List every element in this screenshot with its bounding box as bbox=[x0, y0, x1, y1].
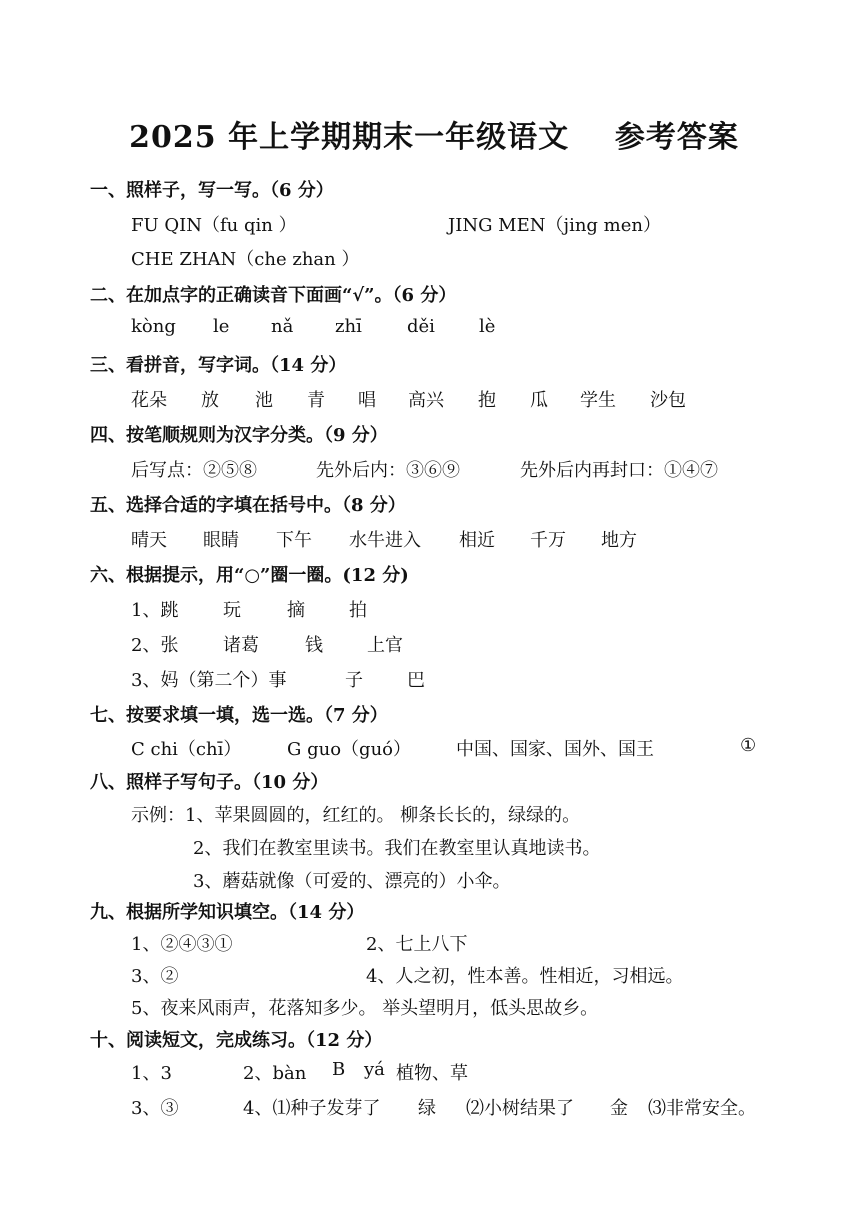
section-5-heading: 五、选择合适的字填在括号中。（8 分） bbox=[90, 495, 406, 516]
s9-answer-4: 4、人之初，性本善。性相近，习相远。 bbox=[366, 966, 684, 987]
s5-answers bbox=[131, 526, 641, 552]
s6-item: 摘 bbox=[287, 600, 305, 621]
s6-row-1 bbox=[131, 596, 389, 622]
s6-item: 2、张 bbox=[131, 635, 179, 656]
s10-item: B bbox=[332, 1059, 346, 1080]
s10-item: 植物、草 bbox=[396, 1063, 468, 1084]
s5-item: 地方 bbox=[601, 530, 637, 551]
s6-item: 子 bbox=[345, 670, 363, 691]
s6-row-2 bbox=[131, 631, 427, 657]
s8-line-1: 示例：1、苹果圆圆的，红红的。 柳条长长的，绿绿的。 bbox=[131, 805, 581, 826]
s10-row-2 bbox=[131, 1094, 768, 1120]
s9-answer-2: 2、七上八下 bbox=[366, 934, 468, 955]
s1-answer-c: CHE ZHAN（che zhan ） bbox=[131, 249, 360, 270]
s2-item: zhī bbox=[335, 316, 362, 337]
s3-item: 青 bbox=[307, 390, 325, 411]
s3-item: 沙包 bbox=[650, 390, 686, 411]
s10-item: yá bbox=[364, 1059, 385, 1080]
s6-item: 1、跳 bbox=[131, 600, 179, 621]
s2-item: kòng bbox=[131, 316, 176, 337]
s8-line-3: 3、蘑菇就像（可爱的、漂亮的）小伞。 bbox=[193, 871, 511, 892]
section-3-heading: 三、看拼音，写字词。（14 分） bbox=[90, 355, 347, 376]
s7-item-c: C chi（chī） bbox=[131, 739, 242, 760]
s3-item: 瓜 bbox=[530, 390, 548, 411]
s3-answers bbox=[131, 386, 690, 412]
s7-item-g: G guo（guó） bbox=[287, 739, 412, 760]
section-10-heading: 十、阅读短文，完成练习。（12 分） bbox=[90, 1030, 383, 1051]
s6-row-3 bbox=[131, 666, 447, 692]
s2-item: nǎ bbox=[271, 316, 294, 337]
s9-answer-5: 5、夜来风雨声，花落知多少。 举头望明月，低头思故乡。 bbox=[131, 998, 599, 1019]
s10-item: 绿 bbox=[418, 1098, 436, 1119]
s3-item: 放 bbox=[201, 390, 219, 411]
s5-item: 千万 bbox=[530, 530, 566, 551]
s3-item: 唱 bbox=[358, 390, 376, 411]
s5-item: 水牛进入 bbox=[349, 530, 421, 551]
s2-item: le bbox=[213, 316, 230, 337]
s10-item: 金 bbox=[610, 1098, 628, 1119]
s5-item: 眼睛 bbox=[203, 530, 239, 551]
s8-line-2: 2、我们在教室里读书。我们在教室里认真地读书。 bbox=[193, 838, 601, 859]
s6-item: 拍 bbox=[349, 600, 367, 621]
s6-item: 诸葛 bbox=[223, 635, 259, 656]
s4-answer-c: 先外后内再封口：①④⑦ bbox=[520, 460, 718, 481]
page-title: 2025 年上学期期末一年级语文 参考答案 bbox=[129, 120, 739, 155]
s3-item: 花朵 bbox=[131, 390, 167, 411]
s10-item: ⑵小树结果了 bbox=[466, 1098, 574, 1119]
s1-answer-a: FU QIN（fu qin ） bbox=[131, 215, 297, 236]
s3-item: 抱 bbox=[478, 390, 496, 411]
section-4-heading: 四、按笔顺规则为汉字分类。（9 分） bbox=[90, 425, 388, 446]
s2-answers bbox=[131, 316, 519, 337]
s6-item: 3、妈（第二个）事 bbox=[131, 670, 287, 691]
s2-item: lè bbox=[479, 316, 496, 337]
s6-item: 钱 bbox=[305, 635, 323, 656]
s4-answer-a: 后写点：②⑤⑧ bbox=[131, 460, 257, 481]
s3-item: 高兴 bbox=[408, 390, 444, 411]
s10-item: 2、bàn bbox=[243, 1063, 307, 1084]
s10-item: 1、3 bbox=[131, 1063, 172, 1084]
s10-item: 3、③ bbox=[131, 1098, 179, 1119]
s5-item: 晴天 bbox=[131, 530, 167, 551]
s5-item: 相近 bbox=[459, 530, 495, 551]
s9-answer-3: 3、② bbox=[131, 966, 179, 987]
s6-item: 巴 bbox=[407, 670, 425, 691]
s5-item: 下午 bbox=[276, 530, 312, 551]
s7-item-words: 中国、国家、国外、国王 bbox=[456, 739, 654, 760]
s3-item: 池 bbox=[255, 390, 273, 411]
s10-row-1 bbox=[131, 1059, 486, 1085]
section-7-heading: 七、按要求填一填，选一选。（7 分） bbox=[90, 705, 388, 726]
s10-item: ⑶非常安全。 bbox=[648, 1098, 756, 1119]
s6-item: 上官 bbox=[367, 635, 403, 656]
s9-answer-1: 1、②④③① bbox=[131, 934, 233, 955]
section-1-heading: 一、照样子，写一写。（6 分） bbox=[90, 180, 334, 201]
s6-item: 玩 bbox=[223, 600, 241, 621]
section-6-heading: 六、根据提示，用“○”圈一圈。(12 分) bbox=[90, 565, 409, 586]
s10-item: 4、⑴种子发芽了 bbox=[243, 1098, 381, 1119]
section-9-heading: 九、根据所学知识填空。（14 分） bbox=[90, 902, 365, 923]
s1-answer-b: JING MEN（jing men） bbox=[448, 215, 661, 236]
s4-answer-b: 先外后内：③⑥⑨ bbox=[316, 460, 460, 481]
section-8-heading: 八、照样子写句子。（10 分） bbox=[90, 772, 329, 793]
s3-item: 学生 bbox=[580, 390, 616, 411]
s2-item: děi bbox=[407, 316, 435, 337]
section-2-heading: 二、在加点字的正确读音下面画“√”。（6 分） bbox=[90, 285, 457, 306]
s7-item-choice: ① bbox=[740, 735, 757, 756]
